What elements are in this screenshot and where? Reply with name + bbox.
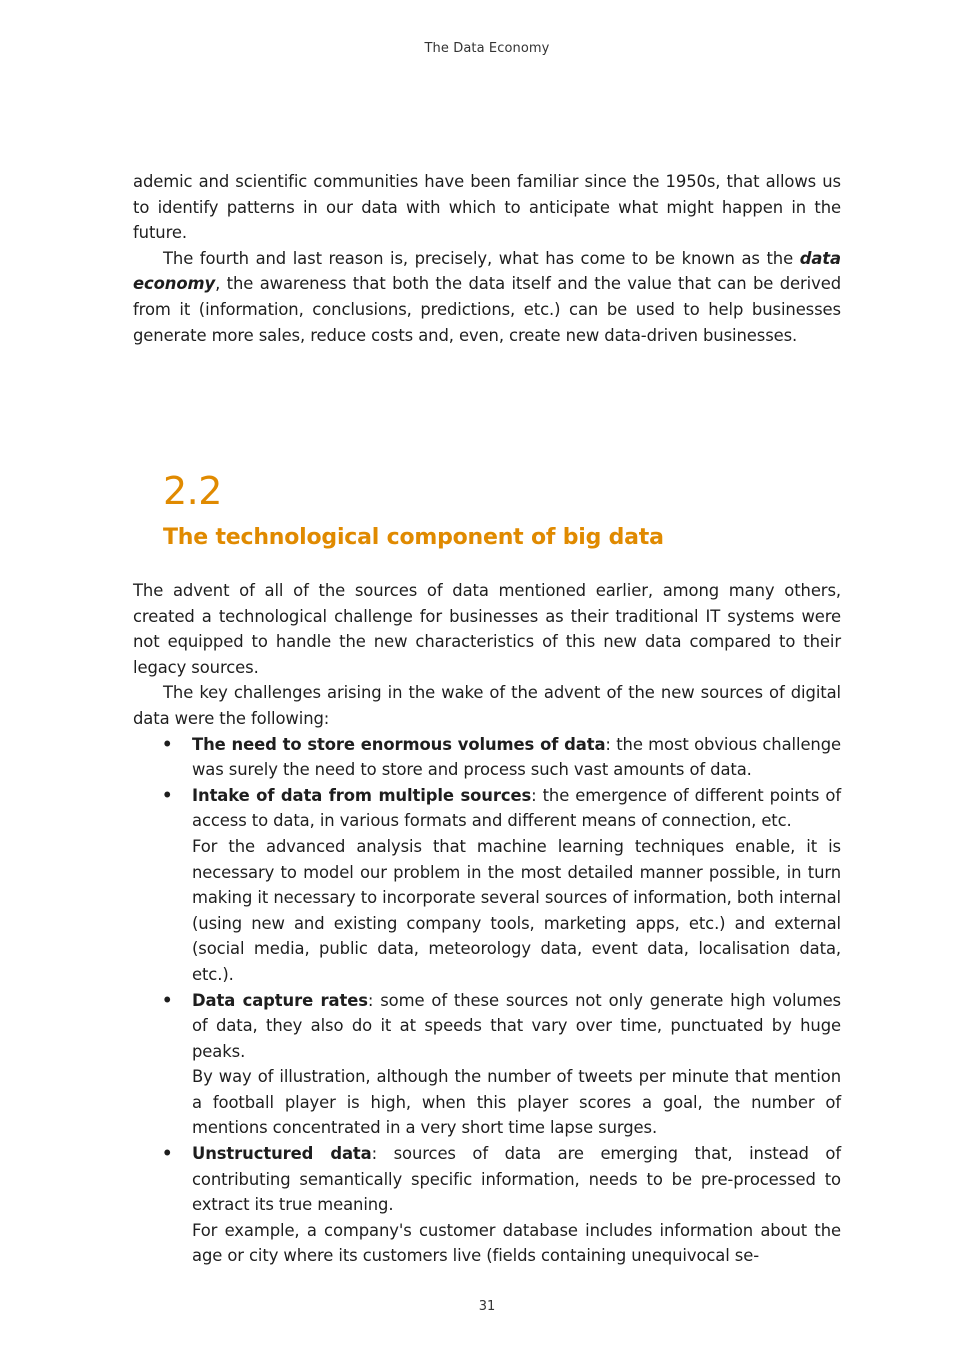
bullet-icon: • xyxy=(162,1144,173,1164)
challenges-list xyxy=(133,732,841,1269)
bullet-icon: • xyxy=(162,785,173,805)
section-paragraph-2: The key challenges arising in the wake of the advent of the new sources of digital data were the following: xyxy=(133,683,841,728)
intro-paragraph-2-rest: , the awareness that both the data itself and the value that can be derived from it (information, conclusions, predictions, etc.) can be used to help businesses generate more sales, reduce costs and, even, create new data-driven businesses. xyxy=(133,274,841,345)
intro-paragraph-1: ademic and scientific communities have been familiar since the 1950s, that allows us to identify patterns in our data with which to anticipate what might happen in the future. xyxy=(133,172,841,243)
list-item-text: : the emergence of different points of access to data, in various formats and different means of connection, etc. xyxy=(192,785,841,831)
running-header: The Data Economy xyxy=(424,41,550,56)
section-paragraph-1: The advent of all of the sources of data mentioned earlier, among many others, created a technological challenge for businesses as their traditional IT systems were not equipped to handle the new characteristics of this new data compared to their legacy sources. xyxy=(133,581,841,677)
list-item xyxy=(133,1141,841,1269)
list-item-term: Intake of data from multiple sources xyxy=(192,785,532,805)
list-item-term: Unstructured data xyxy=(192,1144,372,1164)
section-body xyxy=(133,578,841,1269)
section-number: 2.2 xyxy=(163,469,222,513)
intro-paragraph-2-lead: The fourth and last reason is, precisely, what has come to be known as the xyxy=(163,248,800,268)
list-item-term: The need to store enormous volumes of data xyxy=(192,734,606,754)
intro-text xyxy=(133,169,841,348)
section-title: The technological component of big data xyxy=(163,525,664,550)
list-item xyxy=(133,988,841,1142)
list-item xyxy=(133,732,841,783)
list-item-term: Data capture rates xyxy=(192,990,368,1010)
list-item-continuation: For the advanced analysis that machine learning techniques enable, it is necessary to model our problem in the most detailed manner possible, in turn making it necessary to incorporate several sources of information, both internal (using new and existing company tools, marketing apps, etc.) and external (social media, public data, meteorology data, event data, localisation data, etc.). xyxy=(192,836,841,984)
term-data-economy: data economy xyxy=(133,248,841,294)
bullet-icon: • xyxy=(162,734,173,754)
page-number: 31 xyxy=(478,1299,496,1314)
list-item-continuation: By way of illustration, although the number of tweets per minute that mention a football player is high, when this player scores a goal, the number of mentions concentrated in a very short time lapse surges. xyxy=(192,1067,841,1138)
list-item-text: : the most obvious challenge was surely the need to store and process such vast amounts of data. xyxy=(192,734,842,780)
list-item xyxy=(133,783,841,988)
list-item-text: : some of these sources not only generate high volumes of data, they also do it at speeds that vary over time, punctuated by huge peaks. xyxy=(192,990,841,1061)
list-item-text: : sources of data are emerging that, instead of contributing semantically specific information, needs to be pre-processed to extract its true meaning. xyxy=(192,1144,841,1215)
list-item-continuation: For example, a company's customer database includes information about the age or city where its customers live (fields containing unequivocal se- xyxy=(192,1220,841,1266)
bullet-icon: • xyxy=(162,990,173,1010)
intro-paragraph-2 xyxy=(133,246,841,348)
